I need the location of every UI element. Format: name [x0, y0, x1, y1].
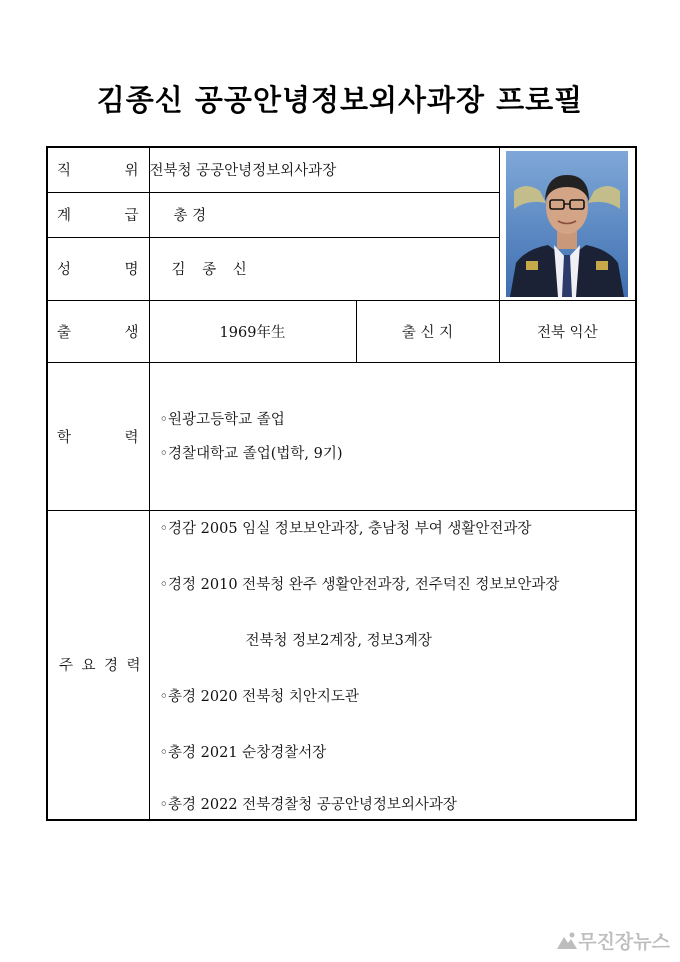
label-name: 성 명 [47, 237, 149, 300]
row-education [47, 362, 636, 510]
watermark: 무진장뉴스 [556, 927, 670, 954]
label-career: 주 요 경 력 [47, 510, 149, 820]
career-item: ◦경감 2005 임실 정보보안과장, 충남청 부여 생활안전과장 [159, 520, 532, 537]
row-career [47, 510, 636, 820]
watermark-logo-icon [556, 931, 578, 951]
row-position [47, 147, 636, 192]
row-birth [47, 300, 636, 362]
label-birth: 출 생 [47, 300, 149, 362]
profile-table [46, 146, 637, 821]
value-education [149, 362, 636, 510]
education-item: ◦경찰대학교 졸업(법학, 9기) [159, 446, 343, 462]
career-item: 전북청 정보2계장, 정보3계장 [245, 632, 432, 649]
value-career [149, 510, 636, 820]
portrait-photo [506, 151, 628, 297]
label-position: 직 위 [47, 147, 149, 192]
label-hometown: 출 신 지 [356, 300, 499, 362]
page-title: 김종신 공공안녕정보외사과장 프로필 [96, 83, 584, 117]
career-item: ◦총경 2020 전북청 치안지도관 [159, 688, 359, 705]
label-rank: 계 급 [47, 192, 149, 237]
value-name: 김 종 신 [149, 237, 499, 300]
value-rank: 총 경 [149, 192, 499, 237]
education-item: ◦원광고등학교 졸업 [159, 412, 285, 428]
career-item: ◦총경 2021 순창경찰서장 [159, 744, 327, 761]
value-hometown: 전북 익산 [499, 300, 636, 362]
value-position: 전북청 공공안녕정보외사과장 [149, 147, 499, 192]
portrait-photo-cell [499, 147, 636, 300]
value-birth: 1969年生 [149, 300, 356, 362]
career-item: ◦총경 2022 전북경찰청 공공안녕정보외사과장 [159, 796, 457, 813]
label-education: 학 력 [47, 362, 149, 510]
career-item: ◦경정 2010 전북청 완주 생활안전과장, 전주덕진 정보보안과장 [159, 576, 560, 593]
